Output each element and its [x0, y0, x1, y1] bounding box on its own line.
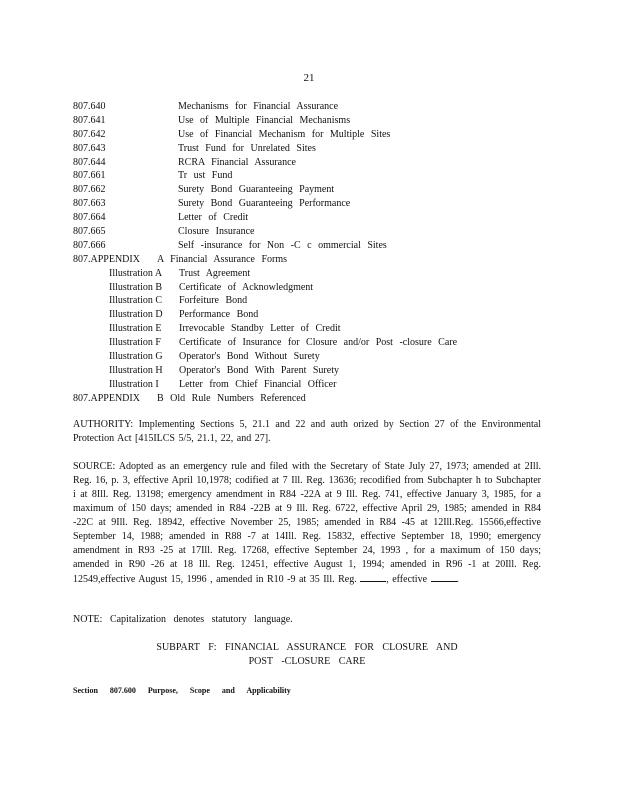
- source-effective: , effective: [386, 574, 428, 585]
- subpart-heading-line1: SUBPART F: FINANCIAL ASSURANCE FOR CLOSURE AND: [156, 642, 458, 653]
- section-title: Surety Bond Guaranteeing Payment: [178, 184, 335, 196]
- illustration-row: [73, 336, 553, 350]
- source-text: SOURCE: Adopted as an emergency rule and filed with the Secretary of State July 27, 1973; amended at 2Ill. Reg. 16, p. 3, effective April 10,1978; codified at 7 Ill. Reg. 13636; recodified from Subchapter h to Subchapter i at 8Ill. Reg. 13198; emergency amendment in R84 -22A at 9 Ill. Reg. 741, effective January 3, 1985, for a maximum of 150 days; amended in R84 -22B at 9 Ill. Reg. 6722, effective April 29, 1985; amended in R84 -22C at 9Ill. Reg. 18942, effective November 25, 1985; amended in R84 -45 at 12Ill.Reg. 15566,effective September 14, 1988; amended in R88 -7 at 14Ill. Reg. 15832, effective September 18, 1990; emergency amendment in R93 -25 at 17Ill. Reg. 17268, effective September 24, 1993 , for a maximum of 150 days; amended in R90 -26 at 18 Ill. Reg. 12451, effective August 1, 1994; amended in R96 -1 at 20Ill. Reg. 12549,effective August 15, 1996 , amended in R10 -9 at 35 Ill. Reg.: [73, 461, 541, 585]
- illustration-title: Certificate of Insurance for Closure and/or Post -closure Care: [179, 337, 458, 349]
- appendix-b-row: [73, 392, 553, 406]
- illustration-row: [73, 308, 553, 322]
- toc-row: [73, 239, 553, 253]
- subpart-heading: [73, 641, 541, 669]
- table-of-contents: [73, 100, 553, 406]
- section-number: 807.642: [73, 128, 106, 140]
- section-number: 807.640: [73, 101, 106, 112]
- subpart-heading-line2: POST -CLOSURE CARE: [248, 656, 366, 667]
- section-title: Trust Fund for Unrelated Sites: [178, 142, 316, 154]
- illustration-label: Illustration D: [109, 309, 163, 321]
- toc-row: [73, 169, 553, 183]
- section-number: 807.643: [73, 142, 106, 154]
- illustration-row: [73, 364, 553, 378]
- illustration-title: Letter from Chief Financial Officer: [179, 378, 337, 390]
- toc-row: [73, 197, 553, 211]
- section-title: Self -insurance for Non -C c ommercial Sites: [178, 239, 387, 251]
- source-note: [73, 460, 541, 587]
- authority-note: AUTHORITY: Implementing Sections 5, 21.1 and 22 and auth orized by Section 27 of the Environmental Protection Act [415ILCS 5/5, 21.1, 22, and 27].: [73, 419, 541, 444]
- section-title: RCRA Financial Assurance: [178, 156, 296, 168]
- section-title: Letter of Credit: [178, 212, 249, 224]
- illustration-label: Illustration C: [109, 295, 163, 307]
- illustration-title: Operator's Bond With Parent Surety: [179, 364, 339, 376]
- illustration-label: Illustration G: [109, 351, 163, 363]
- section-heading: Section 807.600 Purpose, Scope and Applicability: [73, 686, 291, 695]
- toc-row: [73, 128, 553, 142]
- section-number: 807.644: [73, 156, 106, 168]
- section-number: 807.665: [73, 226, 106, 238]
- appendix-number: 807.APPENDIX: [73, 392, 140, 404]
- page-number: 21: [303, 72, 315, 84]
- appendix-a-row: [73, 253, 553, 267]
- section-title: Surety Bond Guaranteeing Performance: [178, 198, 351, 210]
- section-title: Use of Financial Mechanism for Multiple Sites: [178, 128, 391, 140]
- section-number: 807.661: [73, 170, 106, 182]
- illustration-title: Operator's Bond Without Surety: [179, 351, 320, 363]
- illustration-label: Illustration E: [109, 323, 162, 335]
- illustration-title: Performance Bond: [179, 309, 259, 321]
- illustration-row: [73, 378, 553, 392]
- toc-row: [73, 156, 553, 170]
- illustration-row: [73, 350, 553, 364]
- section-title: Use of Multiple Financial Mechanisms: [178, 114, 351, 126]
- illustration-row: [73, 267, 553, 281]
- section-number: 807.641: [73, 114, 106, 126]
- section-number: 807.663: [73, 198, 106, 210]
- toc-row: [73, 211, 553, 225]
- illustration-title: Forfeiture Bond: [179, 295, 248, 307]
- illustration-label: Illustration A: [109, 267, 163, 279]
- illustration-label: Illustration I: [109, 378, 159, 390]
- illustration-row: [73, 294, 553, 308]
- illustration-row: [73, 322, 553, 336]
- blank-line: [360, 572, 386, 582]
- illustration-title: Irrevocable Standby Letter of Credit: [179, 323, 341, 335]
- appendix-title: A Financial Assurance Forms: [157, 253, 288, 265]
- note: NOTE: Capitalization denotes statutory language.: [73, 614, 293, 625]
- section-number: 807.662: [73, 184, 106, 196]
- illustration-row: [73, 281, 553, 295]
- illustration-label: Illustration B: [109, 281, 163, 293]
- illustration-title: Certificate of Acknowledgment: [179, 281, 314, 293]
- section-title: Mechanisms for Financial Assurance: [178, 101, 339, 112]
- toc-row: [73, 114, 553, 128]
- toc-row: [73, 142, 553, 156]
- toc-row: [73, 100, 553, 114]
- section-number: 807.664: [73, 212, 106, 224]
- section-title: Tr ust Fund: [178, 170, 233, 182]
- toc-row: [73, 183, 553, 197]
- illustration-label: Illustration H: [109, 364, 163, 376]
- section-title: Closure Insurance: [178, 226, 255, 238]
- appendix-number: 807.APPENDIX: [73, 253, 140, 265]
- illustration-title: Trust Agreement: [179, 267, 251, 279]
- illustration-label: Illustration F: [109, 337, 161, 349]
- section-number: 807.666: [73, 239, 106, 251]
- appendix-title: B Old Rule Numbers Referenced: [157, 392, 306, 404]
- source-end: .: [456, 574, 460, 585]
- toc-row: [73, 225, 553, 239]
- blank-line: [431, 572, 457, 582]
